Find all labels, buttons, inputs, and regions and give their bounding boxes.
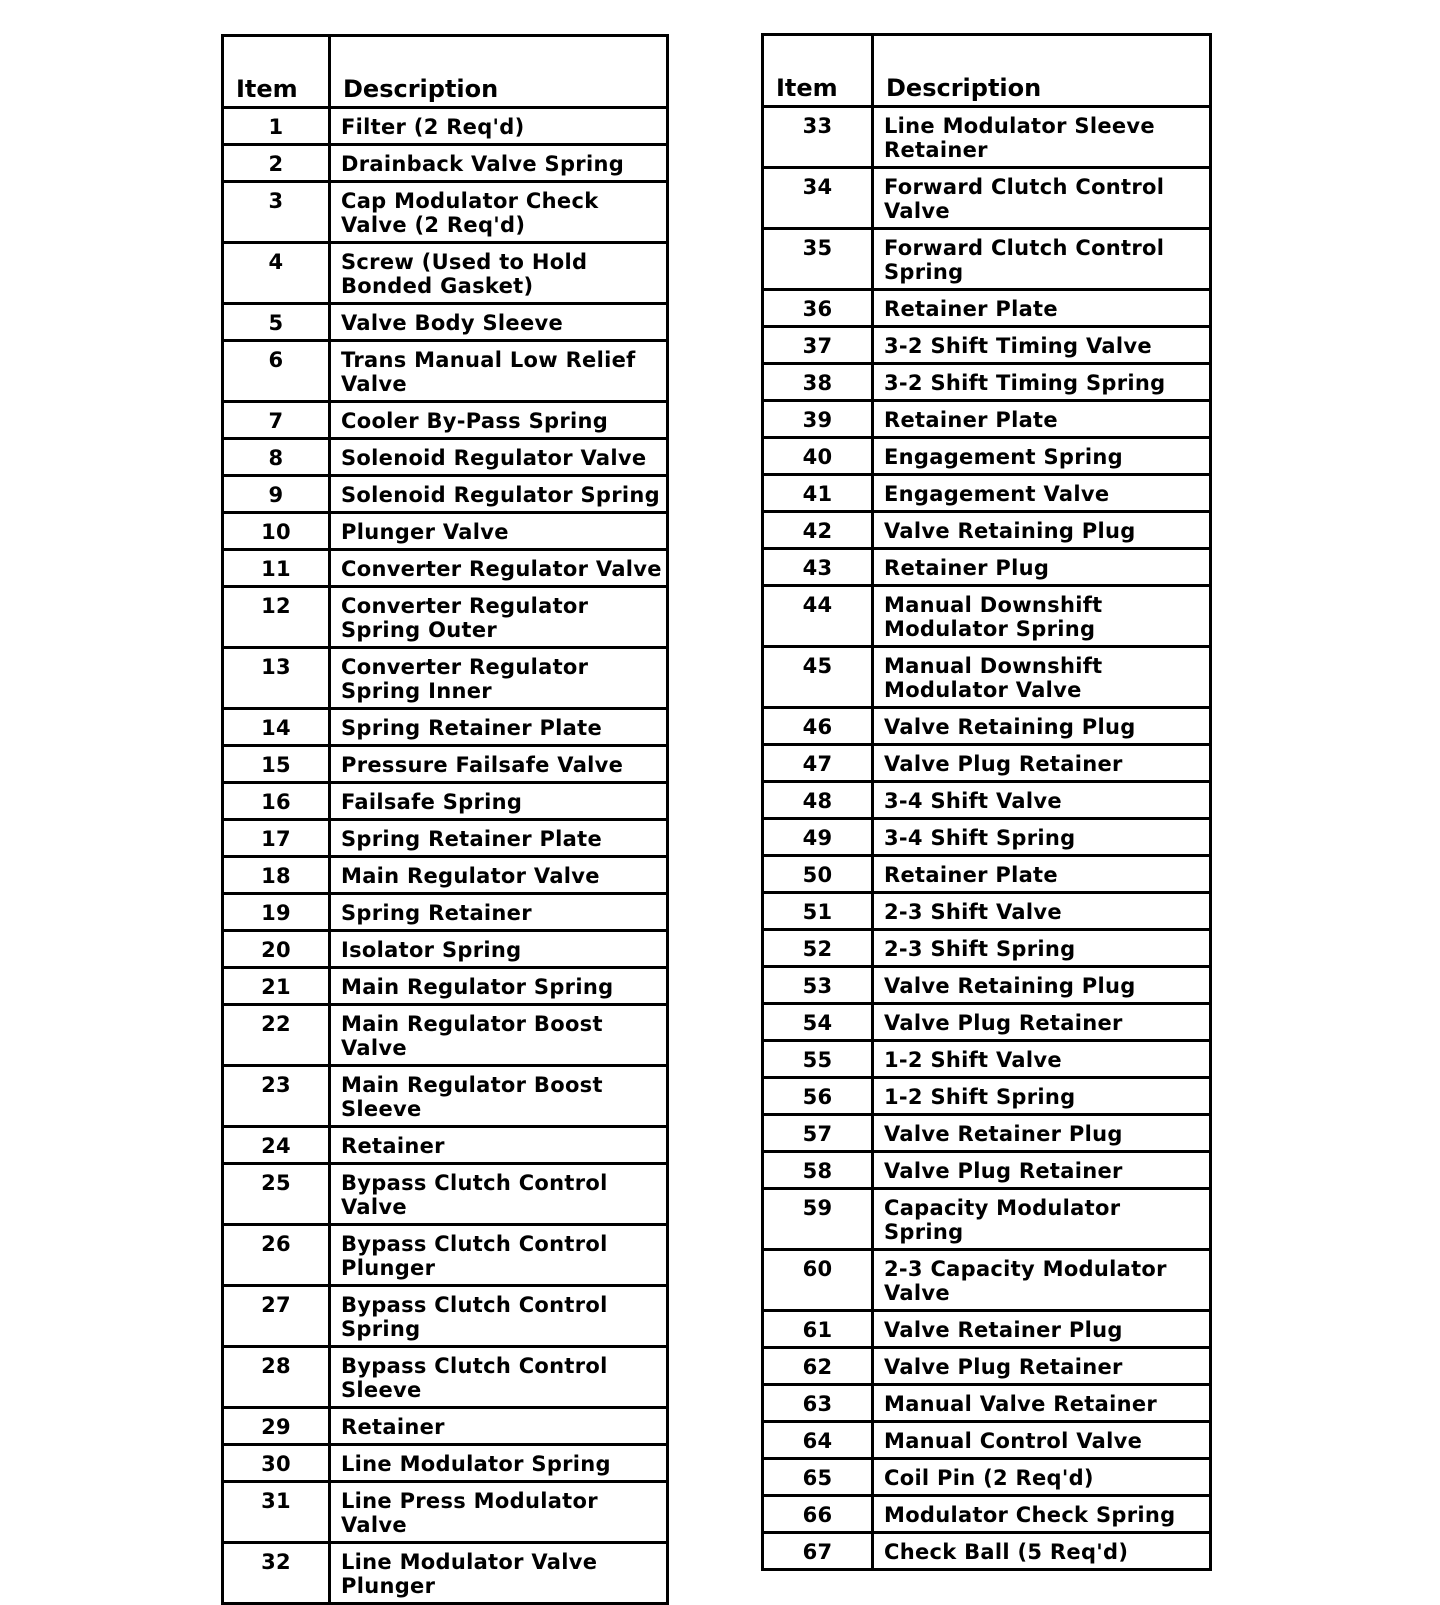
item-number-cell: 13 [223, 648, 330, 709]
item-number-cell: 21 [223, 968, 330, 1005]
item-description-cell: Valve Plug Retainer [873, 1348, 1211, 1385]
item-number-cell: 18 [223, 857, 330, 894]
item-description-cell: Forward Clutch Control Valve [873, 168, 1211, 229]
table-row [763, 1459, 1211, 1496]
table-row [763, 438, 1211, 475]
item-description-cell: 2-3 Capacity Modulator Valve [873, 1250, 1211, 1311]
parts-table-left [221, 34, 669, 1605]
item-description-cell: 2-3 Shift Valve [873, 893, 1211, 930]
item-description-cell: Cap Modulator Check Valve (2 Req'd) [330, 182, 668, 243]
item-number-cell: 57 [763, 1115, 873, 1152]
table-row [763, 1496, 1211, 1533]
table-row [763, 647, 1211, 708]
table-row [763, 1311, 1211, 1348]
table-row [763, 1348, 1211, 1385]
item-description-cell: Coil Pin (2 Req'd) [873, 1459, 1211, 1496]
table-row [223, 1225, 668, 1286]
item-number-cell: 31 [223, 1482, 330, 1543]
item-description-cell: 1-2 Shift Spring [873, 1078, 1211, 1115]
item-description-cell: Pressure Failsafe Valve [330, 746, 668, 783]
item-column-header: Item [223, 36, 330, 108]
item-number-cell: 53 [763, 967, 873, 1004]
item-number-cell: 29 [223, 1408, 330, 1445]
item-number-cell: 34 [763, 168, 873, 229]
table-row [763, 549, 1211, 586]
item-number-cell: 42 [763, 512, 873, 549]
item-description-cell: Capacity Modulator Spring [873, 1189, 1211, 1250]
table-row [223, 182, 668, 243]
table-row [223, 1164, 668, 1225]
table-row [763, 967, 1211, 1004]
item-description-cell: Valve Body Sleeve [330, 304, 668, 341]
item-description-cell: Retainer Plate [873, 856, 1211, 893]
table-row [223, 931, 668, 968]
item-number-cell: 50 [763, 856, 873, 893]
table-row [223, 1543, 668, 1604]
item-number-cell: 23 [223, 1066, 330, 1127]
item-number-cell: 37 [763, 327, 873, 364]
item-number-cell: 61 [763, 1311, 873, 1348]
table-row [223, 894, 668, 931]
item-description-cell: Line Modulator Sleeve Retainer [873, 107, 1211, 168]
item-number-cell: 32 [223, 1543, 330, 1604]
item-description-cell: Bypass Clutch Control Spring [330, 1286, 668, 1347]
table-row [763, 1385, 1211, 1422]
item-number-cell: 62 [763, 1348, 873, 1385]
table-row [223, 108, 668, 145]
item-description-cell: Solenoid Regulator Valve [330, 439, 668, 476]
item-description-cell: Manual Downshift Modulator Valve [873, 647, 1211, 708]
table-row [763, 327, 1211, 364]
item-description-cell: Retainer [330, 1408, 668, 1445]
item-number-cell: 43 [763, 549, 873, 586]
table-row [223, 1066, 668, 1127]
parts-table-right [761, 33, 1212, 1571]
item-description-cell: Trans Manual Low Relief Valve [330, 341, 668, 402]
item-number-cell: 65 [763, 1459, 873, 1496]
item-description-cell: 3-2 Shift Timing Spring [873, 364, 1211, 401]
item-number-cell: 63 [763, 1385, 873, 1422]
table-row [223, 1286, 668, 1347]
item-number-cell: 59 [763, 1189, 873, 1250]
item-number-cell: 20 [223, 931, 330, 968]
table-row [763, 475, 1211, 512]
item-number-cell: 15 [223, 746, 330, 783]
table-row [763, 401, 1211, 438]
item-description-cell: Solenoid Regulator Spring [330, 476, 668, 513]
table-row [223, 746, 668, 783]
item-description-cell: Line Press Modulator Valve [330, 1482, 668, 1543]
item-number-cell: 55 [763, 1041, 873, 1078]
item-number-cell: 9 [223, 476, 330, 513]
item-description-cell: Plunger Valve [330, 513, 668, 550]
item-description-cell: Modulator Check Spring [873, 1496, 1211, 1533]
table-row [763, 512, 1211, 549]
table-row [763, 229, 1211, 290]
table-row [223, 145, 668, 182]
item-description-cell: Line Modulator Valve Plunger [330, 1543, 668, 1604]
table-row [223, 1005, 668, 1066]
table-row [763, 1533, 1211, 1570]
table-row [763, 1422, 1211, 1459]
item-description-cell: Spring Retainer [330, 894, 668, 931]
table-row [763, 708, 1211, 745]
item-number-cell: 44 [763, 586, 873, 647]
table-row [223, 1482, 668, 1543]
item-description-cell: Line Modulator Spring [330, 1445, 668, 1482]
table-row [223, 648, 668, 709]
item-description-cell: Main Regulator Boost Valve [330, 1005, 668, 1066]
item-description-cell: Valve Plug Retainer [873, 1004, 1211, 1041]
item-number-cell: 52 [763, 930, 873, 967]
item-number-cell: 67 [763, 1533, 873, 1570]
table-body [763, 107, 1211, 1570]
item-number-cell: 1 [223, 108, 330, 145]
table-header-row [223, 36, 668, 108]
item-description-cell: Main Regulator Spring [330, 968, 668, 1005]
item-description-cell: Valve Retaining Plug [873, 708, 1211, 745]
table-row [763, 1115, 1211, 1152]
item-number-cell: 11 [223, 550, 330, 587]
item-number-cell: 33 [763, 107, 873, 168]
item-description-cell: Valve Retainer Plug [873, 1311, 1211, 1348]
table-row [223, 1445, 668, 1482]
table-row [223, 476, 668, 513]
table-row [763, 364, 1211, 401]
item-number-cell: 22 [223, 1005, 330, 1066]
table-row [223, 304, 668, 341]
item-description-cell: Check Ball (5 Req'd) [873, 1533, 1211, 1570]
table-row [223, 587, 668, 648]
item-number-cell: 38 [763, 364, 873, 401]
item-number-cell: 25 [223, 1164, 330, 1225]
table-body [223, 108, 668, 1604]
item-number-cell: 12 [223, 587, 330, 648]
item-description-cell: Filter (2 Req'd) [330, 108, 668, 145]
table-row [763, 819, 1211, 856]
item-description-cell: Engagement Spring [873, 438, 1211, 475]
item-number-cell: 8 [223, 439, 330, 476]
item-column-header: Item [763, 35, 873, 107]
table-row [763, 930, 1211, 967]
item-number-cell: 30 [223, 1445, 330, 1482]
item-description-cell: Retainer Plate [873, 401, 1211, 438]
item-description-cell: 2-3 Shift Spring [873, 930, 1211, 967]
table-row [223, 550, 668, 587]
item-number-cell: 60 [763, 1250, 873, 1311]
item-number-cell: 17 [223, 820, 330, 857]
table-row [223, 857, 668, 894]
table-row [763, 107, 1211, 168]
item-number-cell: 66 [763, 1496, 873, 1533]
table-row [223, 968, 668, 1005]
table-row [763, 1041, 1211, 1078]
item-number-cell: 24 [223, 1127, 330, 1164]
item-description-cell: Bypass Clutch Control Plunger [330, 1225, 668, 1286]
item-number-cell: 40 [763, 438, 873, 475]
item-description-cell: Spring Retainer Plate [330, 820, 668, 857]
item-description-cell: Main Regulator Valve [330, 857, 668, 894]
item-description-cell: Spring Retainer Plate [330, 709, 668, 746]
table-header-row [763, 35, 1211, 107]
table-row [763, 290, 1211, 327]
item-description-cell: Valve Plug Retainer [873, 1152, 1211, 1189]
table-row [223, 402, 668, 439]
table-row [763, 1078, 1211, 1115]
table-row [223, 1408, 668, 1445]
table-row [763, 1004, 1211, 1041]
item-number-cell: 54 [763, 1004, 873, 1041]
item-description-cell: Converter Regulator Spring Inner [330, 648, 668, 709]
item-description-cell: Manual Valve Retainer [873, 1385, 1211, 1422]
description-column-header: Description [873, 35, 1211, 107]
table-row [763, 1250, 1211, 1311]
table-row [223, 513, 668, 550]
table-row [223, 1127, 668, 1164]
item-number-cell: 45 [763, 647, 873, 708]
item-description-cell: 3-2 Shift Timing Valve [873, 327, 1211, 364]
item-description-cell: Manual Control Valve [873, 1422, 1211, 1459]
table-row [223, 243, 668, 304]
table-row [763, 1152, 1211, 1189]
item-description-cell: Valve Retainer Plug [873, 1115, 1211, 1152]
item-number-cell: 5 [223, 304, 330, 341]
table-row [223, 1347, 668, 1408]
item-number-cell: 46 [763, 708, 873, 745]
table-row [223, 709, 668, 746]
table-row [223, 341, 668, 402]
item-number-cell: 35 [763, 229, 873, 290]
table-row [763, 586, 1211, 647]
item-number-cell: 51 [763, 893, 873, 930]
item-number-cell: 4 [223, 243, 330, 304]
item-description-cell: Valve Retaining Plug [873, 967, 1211, 1004]
item-number-cell: 19 [223, 894, 330, 931]
table-row [763, 893, 1211, 930]
item-number-cell: 3 [223, 182, 330, 243]
item-description-cell: Retainer [330, 1127, 668, 1164]
item-description-cell: 3-4 Shift Valve [873, 782, 1211, 819]
item-description-cell: Retainer Plug [873, 549, 1211, 586]
item-number-cell: 41 [763, 475, 873, 512]
item-description-cell: Manual Downshift Modulator Spring [873, 586, 1211, 647]
item-description-cell: Converter Regulator Valve [330, 550, 668, 587]
item-number-cell: 36 [763, 290, 873, 327]
item-number-cell: 47 [763, 745, 873, 782]
item-number-cell: 2 [223, 145, 330, 182]
item-description-cell: Bypass Clutch Control Sleeve [330, 1347, 668, 1408]
table-row [223, 783, 668, 820]
item-number-cell: 48 [763, 782, 873, 819]
table-row [763, 1189, 1211, 1250]
item-number-cell: 64 [763, 1422, 873, 1459]
item-number-cell: 58 [763, 1152, 873, 1189]
item-description-cell: Converter Regulator Spring Outer [330, 587, 668, 648]
item-description-cell: 1-2 Shift Valve [873, 1041, 1211, 1078]
item-description-cell: Bypass Clutch Control Valve [330, 1164, 668, 1225]
item-number-cell: 6 [223, 341, 330, 402]
item-description-cell: Screw (Used to Hold Bonded Gasket) [330, 243, 668, 304]
table-row [763, 856, 1211, 893]
item-description-cell: Main Regulator Boost Sleeve [330, 1066, 668, 1127]
item-description-cell: Isolator Spring [330, 931, 668, 968]
item-description-cell: Failsafe Spring [330, 783, 668, 820]
item-description-cell: Valve Retaining Plug [873, 512, 1211, 549]
item-number-cell: 26 [223, 1225, 330, 1286]
item-number-cell: 27 [223, 1286, 330, 1347]
description-column-header: Description [330, 36, 668, 108]
table-row [223, 439, 668, 476]
item-number-cell: 28 [223, 1347, 330, 1408]
item-description-cell: Retainer Plate [873, 290, 1211, 327]
table-row [763, 168, 1211, 229]
item-number-cell: 14 [223, 709, 330, 746]
item-description-cell: Cooler By-Pass Spring [330, 402, 668, 439]
item-description-cell: Valve Plug Retainer [873, 745, 1211, 782]
item-number-cell: 16 [223, 783, 330, 820]
item-description-cell: Drainback Valve Spring [330, 145, 668, 182]
table-row [763, 745, 1211, 782]
item-number-cell: 49 [763, 819, 873, 856]
item-description-cell: 3-4 Shift Spring [873, 819, 1211, 856]
table-row [763, 782, 1211, 819]
item-number-cell: 39 [763, 401, 873, 438]
item-number-cell: 56 [763, 1078, 873, 1115]
table-row [223, 820, 668, 857]
item-description-cell: Forward Clutch Control Spring [873, 229, 1211, 290]
item-number-cell: 10 [223, 513, 330, 550]
item-description-cell: Engagement Valve [873, 475, 1211, 512]
item-number-cell: 7 [223, 402, 330, 439]
